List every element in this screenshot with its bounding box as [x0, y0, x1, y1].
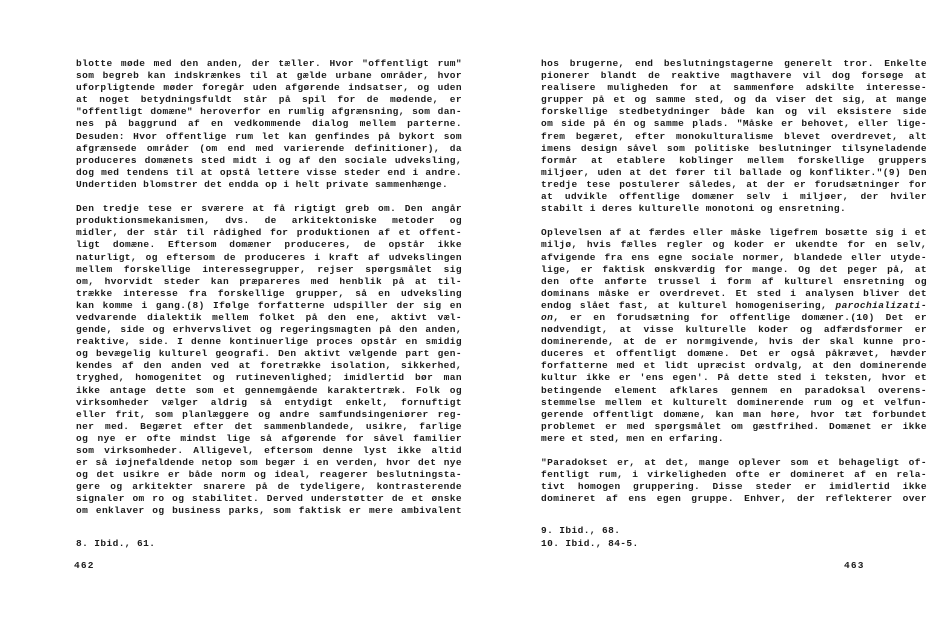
- footnotes-left: [76, 538, 155, 551]
- page-number-right: 463: [844, 560, 865, 571]
- text-line: forskellige stedbetydninger både kan og vil eksistere side: [541, 106, 927, 118]
- page-number-left: 462: [74, 560, 95, 571]
- text-line: "Paradokset er, at det, mange oplever som et behageligt of-: [541, 457, 927, 469]
- text-line: uforpligtende møder foregår uden afgørende indsatser, og uden: [76, 82, 462, 94]
- text-line: signaler om ro og stabilitet. Derved understøtter de et ønske: [76, 493, 462, 505]
- text-line: endog slået fast, at kulturel homogenisering, parochializati-: [541, 299, 927, 311]
- text-line: den ofte anførte trussel i form af kulturel ensretning og: [541, 275, 927, 287]
- text-line: problemet er med spørgsmålet om gæstfrihed. Domænet er ikke: [541, 420, 927, 432]
- text-line: eller frit, som planlæggere og andre samfundsingeniører reg-: [76, 408, 462, 420]
- text-line: domineret af ens egen gruppe. Enhver, der reflekterer over: [541, 493, 927, 505]
- text-line: forfatterne med et lidt upræcist ordvalg, at den dominerende: [541, 360, 927, 372]
- text-line: dominans måske er overdrevet. Et sted i analysen bliver det: [541, 287, 927, 299]
- footnote: 8. Ibid., 61.: [76, 538, 156, 549]
- footnotes-right: [541, 525, 639, 550]
- text-line: kultur ikke er 'ens egen'. På dette sted i teksten, hvor et: [541, 372, 927, 384]
- text-line: nes på baggrund af en vedkommende dialog mellem parterne.: [76, 118, 462, 130]
- text-line: on, er en forudsætning for offentlige domæner.(10) Det er: [541, 311, 927, 323]
- paragraph-gap: [541, 445, 927, 457]
- text-line: pionerer blandt de reaktive magthavere vil dog forsøge at: [541, 70, 927, 82]
- text-line: gende, side og erhvervslivet og regeringsmagten på den anden,: [76, 324, 462, 336]
- text-line: som begreb kan indskrænkes til at gælde urbane områder, hvor: [76, 70, 462, 82]
- text-line: trække interesse fra forskellige grupper, så en udveksling: [76, 287, 462, 299]
- text-line: reaktive, side. I denne kontinuerlige proces opstår en smidig: [76, 336, 462, 348]
- text-line: realisere muligheden for at sammenføre adskilte interesse-: [541, 82, 927, 94]
- text-line: duceres et offentligt domæne. Det er også påkrævet, hævder: [541, 348, 927, 360]
- text-line: midler, der står til rådighed for produktionen af et offent-: [76, 227, 462, 239]
- text-line: blotte møde med den anden, der tæller. Hvor "offentligt rum": [76, 58, 462, 69]
- text-line: tryghed, homogenitet og rutinevenlighed; imidlertid bør man: [76, 372, 462, 384]
- text-line: grupper på et og samme sted, og da viser det sig, at mange: [541, 94, 927, 106]
- text-line: lige, er faktisk ønskværdig for mange. Og det peger på, at: [541, 263, 927, 275]
- text-line: stemmelse mellem et kulturelt dominerende rum og et velfun-: [541, 396, 927, 408]
- text-line: at udvikle offentlige domæner selv i miljøer, der hviler: [541, 191, 927, 203]
- text-line: mere et sted, men en erfaring.: [541, 432, 725, 444]
- text-line: produceres domænets sted midt i og af den sociale udveksling,: [76, 154, 462, 166]
- text-line: Undertiden blomstrer det endda op i helt private sammenhænge.: [76, 178, 449, 190]
- text-line: fentligt rum, i virkeligheden ofte er domineret af en rela-: [541, 469, 927, 481]
- text-line: formår at etablere koblinger mellem forskellige gruppers: [541, 154, 927, 166]
- text-line: at noget betydningsfuldt står på spil for de mødende, er: [76, 94, 462, 106]
- text-line: mellem forskellige interessegrupper, rejser spørgsmålet sig: [76, 263, 462, 275]
- text-line: og bevægelig kulturel geografi. Den aktivt vælgende part gen-: [76, 348, 462, 360]
- text-line: om side på én og samme plads. "Måske er behovet, eller lige-: [541, 118, 927, 130]
- text-line: som virksomheder. Alligevel, eftersom denne lyst ikke altid: [76, 445, 462, 456]
- text-line: Oplevelsen af at færdes eller måske ligefrem bosætte sig i et: [541, 227, 927, 239]
- text-line: gere og arkitekter snarere på de tydeligere, kontrasterende: [76, 481, 462, 493]
- text-line: miljøer, uden at det fører til ballade og konflikter."(9) Den: [541, 166, 927, 178]
- text-line: Desuden: Hvor offentlige rum let kan genfindes på bykort som: [76, 130, 462, 142]
- page-text-left: [76, 58, 462, 518]
- footnote: 10. Ibid., 84-5.: [541, 537, 639, 549]
- text-line: kan komme i gang.(8) Ifølge forfatterne udspiller der sig en: [76, 299, 462, 311]
- text-line: virksomheder vælger aldrig så entydigt enkelt, fornuftigt: [76, 396, 462, 408]
- text-line: afgrænsede områder (om end med varierende definitioner), da: [76, 142, 462, 154]
- text-line: hos brugerne, end beslutningstagerne generelt tror. Enkelte: [541, 58, 927, 69]
- text-line: afvigende fra ens egne sociale normer, blandede eller utyde-: [541, 251, 927, 263]
- text-line: "offentligt domæne" heroverfor en rumlig afgrænsning, som dan-: [76, 106, 462, 118]
- text-line: kendes af den anden ved at foretrække isolation, sikkerhed,: [76, 360, 462, 372]
- paragraph-gap: [541, 215, 927, 227]
- text-line: ligt domæne. Eftersom domæner produceres, de opstår ikke: [76, 239, 462, 251]
- paragraph-gap: [76, 191, 462, 203]
- text-line: er så iøjnefaldende netop som begær i en verden, hvor det nye: [76, 457, 462, 469]
- text-line: dog med tendens til at opstå lettere visse steder end i andre.: [76, 166, 462, 178]
- text-line: og nye er ofte mindst lige så afgørende for såvel familier: [76, 432, 462, 444]
- text-line: frem begæret, efter monokulturalisme blevet overdrevet, alt: [541, 130, 927, 142]
- text-line: dominerende, at de er normgivende, hvis der skal kunne pro-: [541, 336, 927, 348]
- text-line: ikke antage dette som et gennemgående karaktertræk. Folk og: [76, 384, 462, 396]
- text-line: stabilt i deres kulturelle monotoni og ensretning.: [541, 203, 847, 215]
- page-text-right: [541, 58, 927, 505]
- text-line: om enklaver og business parks, som faktisk er mere ambivalent: [76, 505, 462, 517]
- text-line: tredje tese postulerer således, at der er forudsætninger for: [541, 178, 927, 190]
- text-line: og det usikre er både norm og ideal, reagerer beslutningsta-: [76, 469, 462, 481]
- text-line: Den tredje tese er sværere at få rigtigt greb om. Den angår: [76, 203, 462, 215]
- text-line: vedvarende dialektik mellem folket på den ene, aktivt væl-: [76, 311, 462, 323]
- text-line: tivt homogen gruppering. Disse steder er imidlertid ikke: [541, 481, 927, 493]
- text-line: imens design såvel som politiske beslutninger tilsyneladende: [541, 142, 927, 154]
- text-line: produktionsmekanismen, dvs. de arkitektoniske metoder og: [76, 215, 462, 227]
- text-line: naturligt, og eftersom de produceres i kraft af udvekslingen: [76, 251, 462, 263]
- text-line: om, hvorvidt steder kan præpareres med henblik på at til-: [76, 275, 462, 287]
- footnote: 9. Ibid., 68.: [541, 525, 621, 536]
- text-line: miljø, hvis fælles regler og koder er ukendte for en selv,: [541, 239, 927, 251]
- text-line: gerende offentligt domæne, kan man høre, hvor tæt forbundet: [541, 408, 927, 420]
- text-line: ner med. Begæret efter det sammenblandede, usikre, farlige: [76, 420, 462, 432]
- text-line: betingende element afklares gennem en paradoksal overens-: [541, 384, 927, 396]
- text-line: nødvendigt, at visse kulturelle koder og adfærdsformer er: [541, 324, 927, 336]
